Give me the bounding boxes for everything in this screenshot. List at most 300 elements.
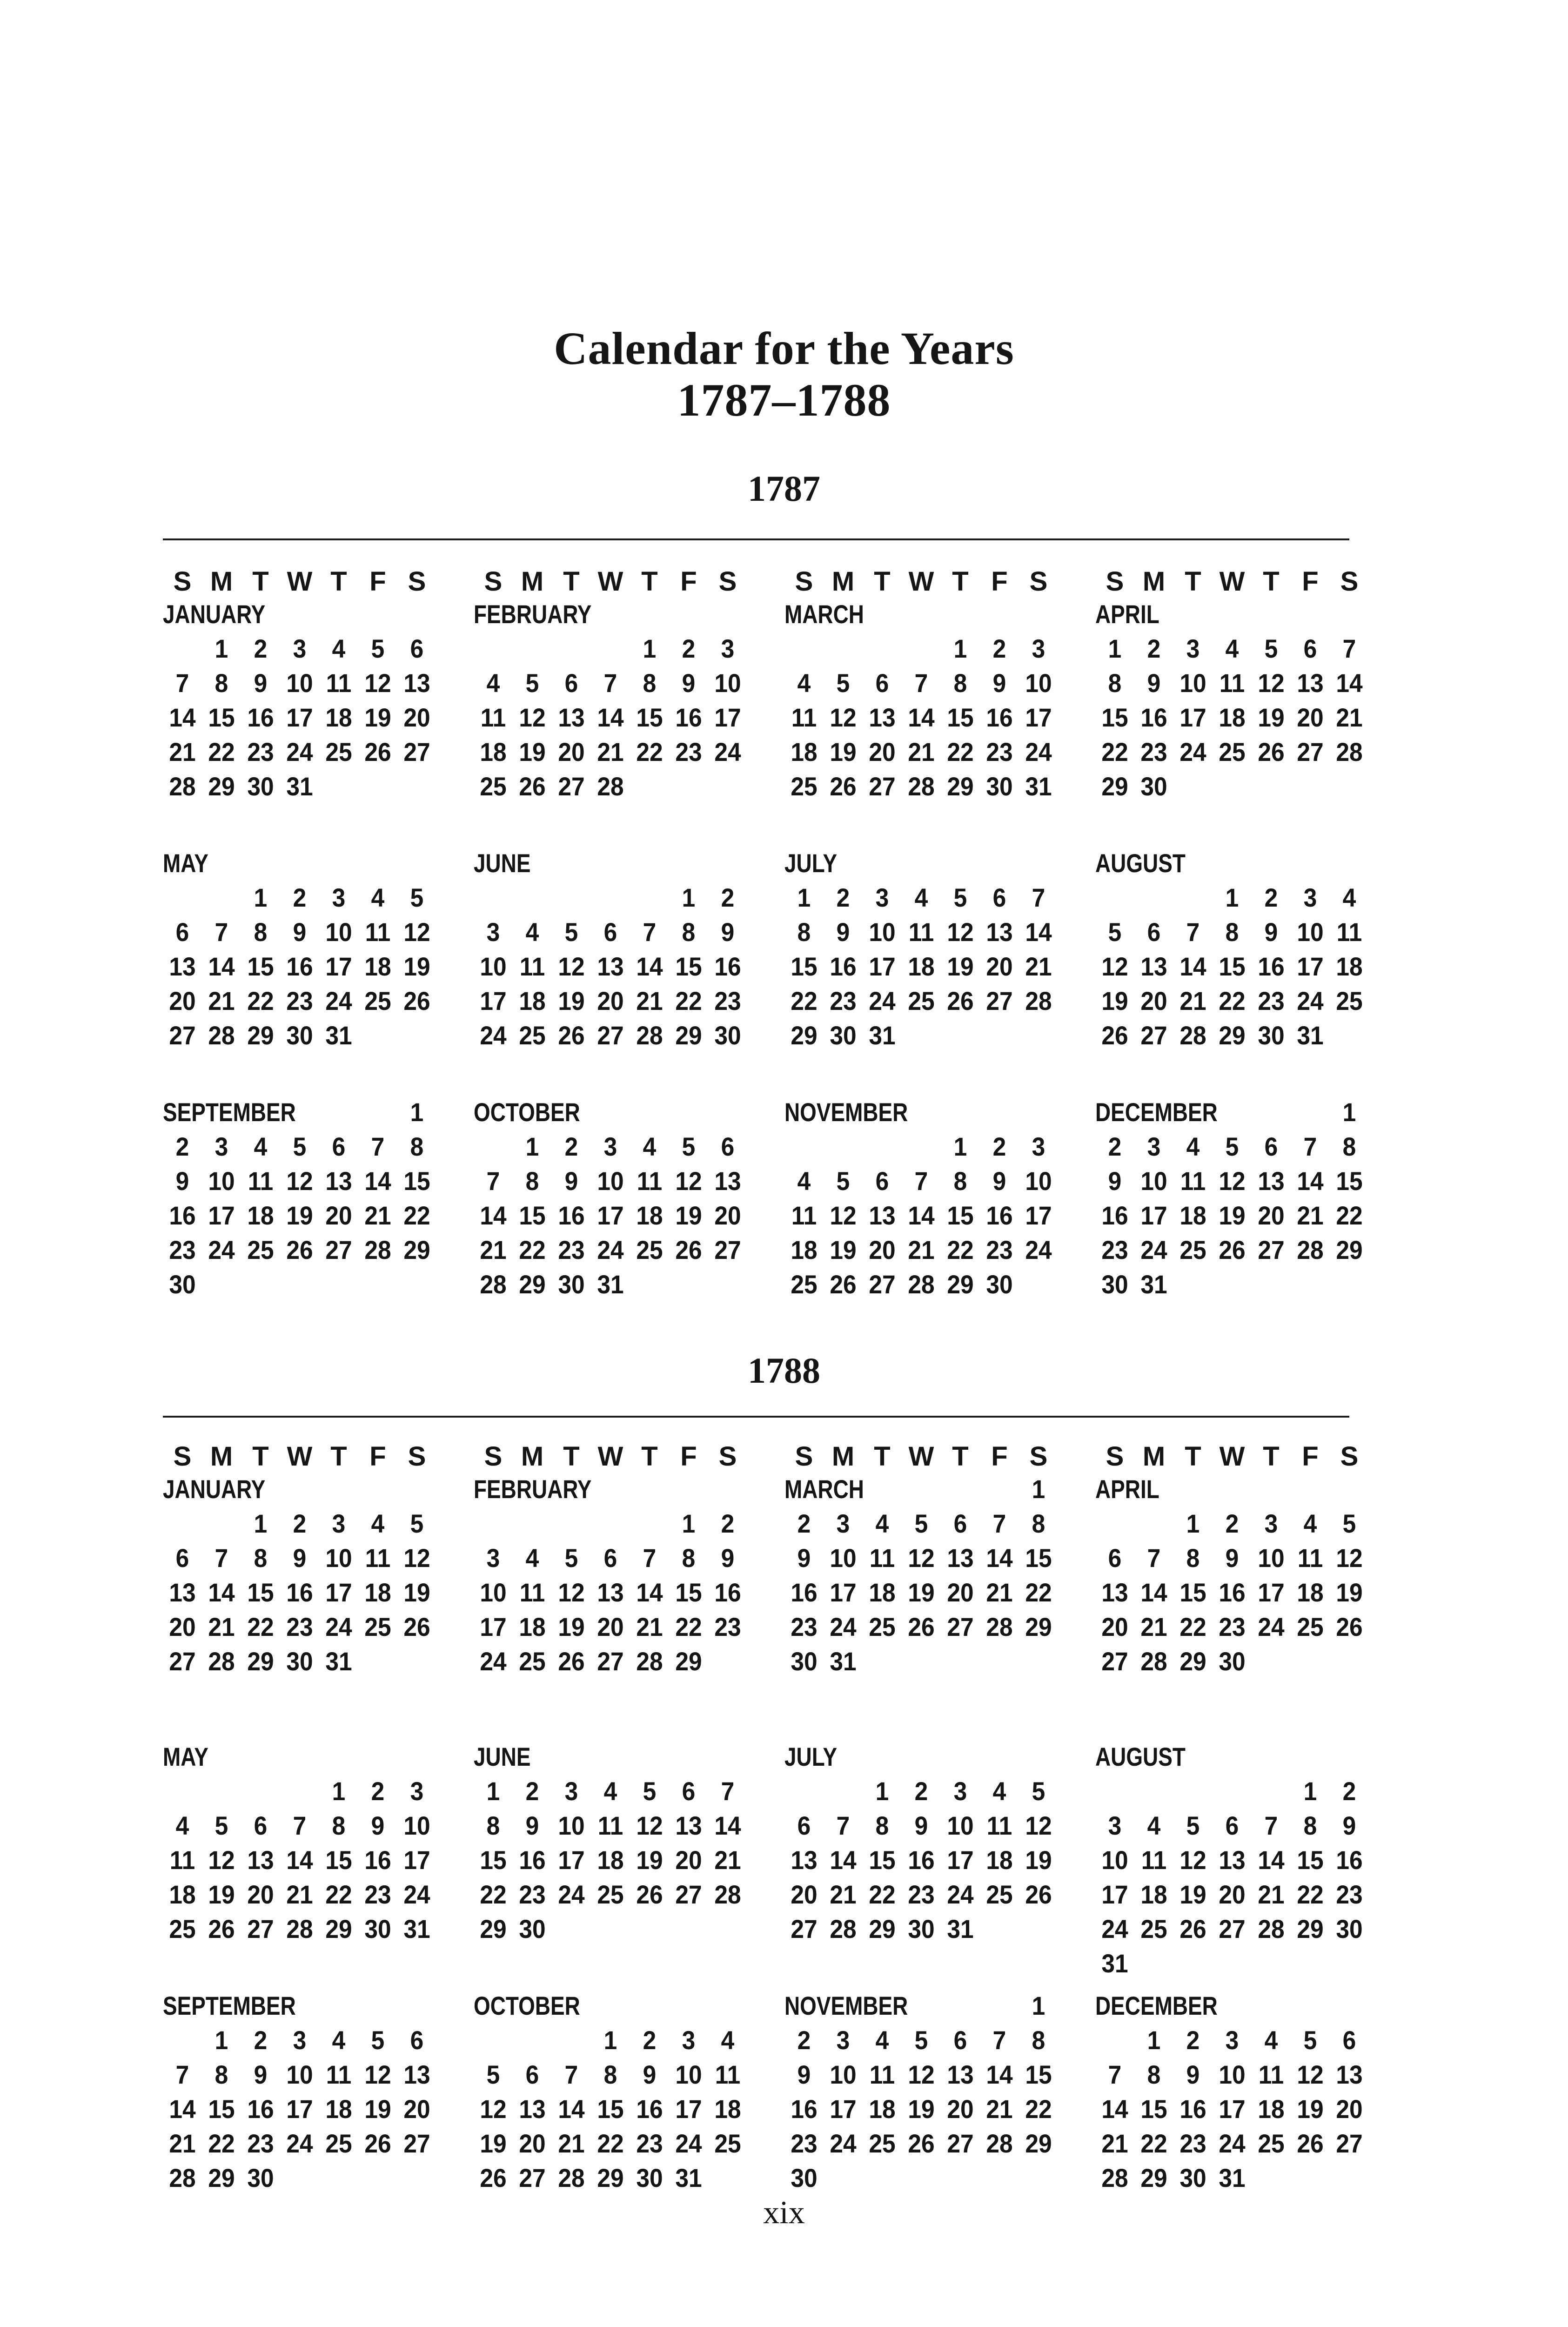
day-number: 7 bbox=[214, 1543, 228, 1573]
day-number: 29 bbox=[675, 1647, 702, 1676]
day-number: 20 bbox=[869, 1235, 896, 1264]
day-number: 11 bbox=[791, 703, 817, 732]
day-number: 31 bbox=[1101, 1949, 1128, 1978]
day-number: 4 bbox=[1264, 2025, 1278, 2055]
day-number: 20 bbox=[247, 1880, 274, 1909]
weekday-label: T bbox=[874, 566, 891, 597]
day-number: 1 bbox=[525, 1132, 539, 1161]
day-number: 10 bbox=[1297, 917, 1324, 947]
month-january-1787 bbox=[163, 598, 436, 839]
day-number: 13 bbox=[597, 1578, 624, 1607]
day-number: 22 bbox=[519, 1235, 546, 1264]
day-number: 26 bbox=[403, 1612, 430, 1641]
day-number: 9 bbox=[293, 917, 307, 947]
day-number: 26 bbox=[830, 1270, 857, 1299]
day-number: 12 bbox=[1297, 2060, 1324, 2089]
day-number: 18 bbox=[247, 1201, 274, 1230]
day-number: 5 bbox=[371, 634, 385, 663]
day-number: 20 bbox=[947, 1578, 974, 1607]
day-number: 11 bbox=[1180, 1166, 1206, 1196]
day-number: 17 bbox=[286, 703, 313, 732]
day-number: 18 bbox=[636, 1201, 663, 1230]
day-number: 14 bbox=[1140, 1578, 1167, 1607]
day-number: 5 bbox=[525, 668, 539, 698]
day-number: 25 bbox=[986, 1880, 1013, 1909]
weekday-label: S bbox=[173, 1441, 192, 1472]
day-number: 3 bbox=[564, 1776, 578, 1806]
day-number: 8 bbox=[1303, 1811, 1317, 1840]
day-number: 12 bbox=[364, 2060, 391, 2089]
day-number: 1 bbox=[953, 1132, 967, 1161]
day-number: 17 bbox=[830, 2094, 857, 2124]
weekday-label: T bbox=[1185, 1441, 1201, 1472]
day-number: 20 bbox=[169, 986, 196, 1016]
day-number: 17 bbox=[1179, 703, 1206, 732]
day-number: 25 bbox=[325, 2129, 352, 2158]
day-number: 24 bbox=[675, 2129, 702, 2158]
day-number: 31 bbox=[675, 2163, 702, 2192]
day-number: 4 bbox=[875, 2025, 889, 2055]
day-number: 22 bbox=[1101, 737, 1128, 767]
day-number: 11 bbox=[519, 1578, 545, 1607]
day-number: 23 bbox=[1219, 1612, 1246, 1641]
day-number: 13 bbox=[714, 1166, 741, 1196]
day-number: 16 bbox=[169, 1201, 196, 1230]
day-number: 12 bbox=[208, 1845, 235, 1875]
day-number: 26 bbox=[519, 772, 546, 801]
day-number: 6 bbox=[682, 1776, 696, 1806]
day-number: 28 bbox=[1025, 986, 1052, 1016]
day-number: 18 bbox=[519, 1612, 546, 1641]
weekday-label: T bbox=[563, 566, 580, 597]
day-number: 3 bbox=[1186, 634, 1200, 663]
day-number: 27 bbox=[558, 772, 585, 801]
day-number: 26 bbox=[558, 1021, 585, 1050]
day-number: 1 bbox=[410, 1097, 424, 1127]
day-number: 23 bbox=[247, 2129, 274, 2158]
weekday-label: F bbox=[680, 566, 697, 597]
day-number: 30 bbox=[1179, 2163, 1206, 2192]
weekday-label: W bbox=[1219, 566, 1245, 597]
day-number: 4 bbox=[603, 1776, 617, 1806]
day-number: 22 bbox=[791, 986, 818, 1016]
day-number: 19 bbox=[1258, 703, 1285, 732]
day-number: 1 bbox=[332, 1776, 346, 1806]
day-number: 16 bbox=[986, 703, 1013, 732]
day-number: 4 bbox=[797, 1166, 811, 1196]
day-number: 29 bbox=[869, 1914, 896, 1944]
day-number: 7 bbox=[1303, 1132, 1317, 1161]
day-number: 31 bbox=[325, 1021, 352, 1050]
day-number: 26 bbox=[947, 986, 974, 1016]
day-number: 21 bbox=[1179, 986, 1206, 1016]
day-number: 27 bbox=[169, 1021, 196, 1050]
day-number: 6 bbox=[603, 917, 617, 947]
day-number: 30 bbox=[1101, 1270, 1128, 1299]
day-number: 3 bbox=[410, 1776, 424, 1806]
day-number: 20 bbox=[403, 2094, 430, 2124]
day-number: 22 bbox=[1219, 986, 1246, 1016]
day-number: 11 bbox=[519, 952, 545, 981]
day-number: 2 bbox=[682, 634, 696, 663]
day-number: 17 bbox=[1258, 1578, 1285, 1607]
day-number: 20 bbox=[597, 986, 624, 1016]
day-number: 28 bbox=[1179, 1021, 1206, 1050]
day-number: 9 bbox=[1108, 1166, 1122, 1196]
day-number: 14 bbox=[208, 952, 235, 981]
day-number: 19 bbox=[403, 952, 430, 981]
day-number: 26 bbox=[1297, 2129, 1324, 2158]
day-number: 14 bbox=[1297, 1166, 1324, 1196]
day-number: 5 bbox=[1225, 1132, 1239, 1161]
day-number: 30 bbox=[1219, 1647, 1246, 1676]
day-number: 24 bbox=[1297, 986, 1324, 1016]
day-number: 30 bbox=[169, 1270, 196, 1299]
day-number: 10 bbox=[208, 1166, 235, 1196]
day-number: 30 bbox=[364, 1914, 391, 1944]
day-number: 23 bbox=[791, 2129, 818, 2158]
day-number: 19 bbox=[947, 952, 974, 981]
day-number: 1 bbox=[643, 634, 657, 663]
day-number: 1 bbox=[682, 1509, 696, 1538]
day-number: 13 bbox=[1140, 952, 1167, 981]
day-number: 5 bbox=[1032, 1776, 1045, 1806]
day-number: 29 bbox=[1101, 772, 1128, 801]
day-number: 31 bbox=[947, 1914, 974, 1944]
day-number: 17 bbox=[1140, 1201, 1167, 1230]
day-number: 14 bbox=[364, 1166, 391, 1196]
day-number: 2 bbox=[836, 883, 850, 912]
day-number: 27 bbox=[791, 1914, 818, 1944]
day-number: 27 bbox=[714, 1235, 741, 1264]
day-number: 15 bbox=[1101, 703, 1128, 732]
day-number: 8 bbox=[214, 668, 228, 698]
day-number: 26 bbox=[830, 772, 857, 801]
day-number: 19 bbox=[1101, 986, 1128, 1016]
day-number: 3 bbox=[721, 634, 735, 663]
day-number: 17 bbox=[1025, 703, 1052, 732]
month-february-1787 bbox=[474, 598, 747, 839]
weekday-header bbox=[1095, 565, 1369, 598]
day-number: 2 bbox=[992, 1132, 1006, 1161]
day-number: 19 bbox=[1179, 1880, 1206, 1909]
day-number: 27 bbox=[403, 2129, 430, 2158]
day-number: 19 bbox=[636, 1845, 663, 1875]
day-number: 23 bbox=[519, 1880, 546, 1909]
day-number: 4 bbox=[332, 2025, 346, 2055]
day-number: 2 bbox=[1147, 634, 1161, 663]
day-number: 13 bbox=[791, 1845, 818, 1875]
day-number: 26 bbox=[286, 1235, 313, 1264]
day-number: 2 bbox=[293, 1509, 307, 1538]
day-number: 19 bbox=[364, 2094, 391, 2124]
weekday-label: F bbox=[1302, 1441, 1319, 1472]
day-number: 17 bbox=[325, 952, 352, 981]
divider-rule bbox=[163, 538, 1349, 540]
day-number: 4 bbox=[525, 917, 539, 947]
day-number: 1 bbox=[603, 2025, 617, 2055]
day-number: 2 bbox=[797, 2025, 811, 2055]
day-number: 9 bbox=[914, 1811, 928, 1840]
day-number: 4 bbox=[371, 883, 385, 912]
day-number: 27 bbox=[869, 772, 896, 801]
day-number: 15 bbox=[325, 1845, 352, 1875]
day-number: 28 bbox=[1336, 737, 1363, 767]
day-number: 2 bbox=[1225, 1509, 1239, 1538]
day-number: 7 bbox=[293, 1811, 307, 1840]
day-number: 24 bbox=[1219, 2129, 1246, 2158]
day-number: 27 bbox=[1140, 1021, 1167, 1050]
day-number: 10 bbox=[286, 2060, 313, 2089]
day-number: 16 bbox=[986, 1201, 1013, 1230]
day-number: 19 bbox=[208, 1880, 235, 1909]
day-number: 18 bbox=[791, 737, 818, 767]
weekday-label: T bbox=[1263, 566, 1280, 597]
weekday-label: T bbox=[952, 566, 969, 597]
month-name: DECEMBER bbox=[1095, 1991, 1218, 2020]
day-number: 16 bbox=[286, 1578, 313, 1607]
day-number: 8 bbox=[1342, 1132, 1356, 1161]
weekday-header bbox=[1095, 1440, 1369, 1473]
day-number: 2 bbox=[992, 634, 1006, 663]
day-number: 22 bbox=[675, 986, 702, 1016]
day-number: 16 bbox=[714, 1578, 741, 1607]
day-number: 10 bbox=[675, 2060, 702, 2089]
day-number: 20 bbox=[1219, 1880, 1246, 1909]
day-number: 6 bbox=[254, 1811, 268, 1840]
day-number: 29 bbox=[247, 1647, 274, 1676]
day-number: 10 bbox=[480, 1578, 507, 1607]
month-name: DECEMBER bbox=[1095, 1097, 1218, 1127]
day-number: 14 bbox=[1025, 917, 1052, 947]
day-number: 27 bbox=[247, 1914, 274, 1944]
day-number: 14 bbox=[986, 1543, 1013, 1573]
day-number: 31 bbox=[597, 1270, 624, 1299]
day-number: 5 bbox=[1264, 634, 1278, 663]
day-number: 8 bbox=[332, 1811, 346, 1840]
day-number: 30 bbox=[519, 1914, 546, 1944]
day-number: 25 bbox=[636, 1235, 663, 1264]
day-number: 14 bbox=[1179, 952, 1206, 981]
day-number: 5 bbox=[564, 1543, 578, 1573]
month-june-1787 bbox=[474, 847, 747, 1088]
day-number: 25 bbox=[1258, 2129, 1285, 2158]
day-number: 5 bbox=[486, 2060, 500, 2089]
day-number: 17 bbox=[1297, 952, 1324, 981]
day-number: 1 bbox=[1032, 1474, 1045, 1504]
day-number: 20 bbox=[1336, 2094, 1363, 2124]
day-number: 24 bbox=[403, 1880, 430, 1909]
day-number: 29 bbox=[1179, 1647, 1206, 1676]
day-number: 25 bbox=[791, 1270, 818, 1299]
day-number: 6 bbox=[992, 883, 1006, 912]
day-number: 18 bbox=[325, 2094, 352, 2124]
day-number: 12 bbox=[908, 2060, 935, 2089]
day-number: 12 bbox=[636, 1811, 663, 1840]
day-number: 27 bbox=[947, 2129, 974, 2158]
day-number: 29 bbox=[1025, 1612, 1052, 1641]
day-number: 26 bbox=[1179, 1914, 1206, 1944]
day-number: 28 bbox=[636, 1647, 663, 1676]
day-number: 28 bbox=[208, 1021, 235, 1050]
day-number: 29 bbox=[247, 1021, 274, 1050]
day-number: 31 bbox=[1025, 772, 1052, 801]
day-number: 8 bbox=[1108, 668, 1122, 698]
day-number: 24 bbox=[480, 1647, 507, 1676]
day-number: 30 bbox=[286, 1021, 313, 1050]
day-number: 23 bbox=[908, 1880, 935, 1909]
day-number: 11 bbox=[791, 1201, 817, 1230]
day-number: 26 bbox=[1336, 1612, 1363, 1641]
day-number: 28 bbox=[1140, 1647, 1167, 1676]
day-number: 11 bbox=[248, 1166, 274, 1196]
month-september-1787 bbox=[163, 1096, 436, 1337]
day-number: 23 bbox=[286, 986, 313, 1016]
day-number: 17 bbox=[675, 2094, 702, 2124]
day-number: 26 bbox=[403, 986, 430, 1016]
weekday-label: T bbox=[330, 1441, 347, 1472]
day-number: 3 bbox=[332, 1509, 346, 1538]
month-name: SEPTEMBER bbox=[163, 1097, 296, 1127]
day-number: 29 bbox=[947, 1270, 974, 1299]
day-number: 16 bbox=[675, 703, 702, 732]
weekday-label: M bbox=[1142, 1441, 1166, 1472]
month-march-1788 bbox=[784, 1473, 1058, 1714]
day-number: 29 bbox=[403, 1235, 430, 1264]
day-number: 5 bbox=[214, 1811, 228, 1840]
day-number: 5 bbox=[836, 668, 850, 698]
day-number: 8 bbox=[875, 1811, 889, 1840]
day-number: 19 bbox=[830, 1235, 857, 1264]
day-number: 16 bbox=[247, 703, 274, 732]
month-name: JUNE bbox=[474, 1742, 531, 1771]
weekday-label: W bbox=[597, 566, 623, 597]
day-number: 23 bbox=[169, 1235, 196, 1264]
weekday-label: T bbox=[874, 1441, 891, 1472]
day-number: 10 bbox=[1025, 1166, 1052, 1196]
day-number: 3 bbox=[836, 2025, 850, 2055]
day-number: 23 bbox=[1179, 2129, 1206, 2158]
day-number: 19 bbox=[558, 986, 585, 1016]
day-number: 15 bbox=[403, 1166, 430, 1196]
day-number: 24 bbox=[325, 986, 352, 1016]
day-number: 24 bbox=[208, 1235, 235, 1264]
day-number: 23 bbox=[364, 1880, 391, 1909]
day-number: 6 bbox=[797, 1811, 811, 1840]
day-number: 26 bbox=[908, 2129, 935, 2158]
day-number: 5 bbox=[371, 2025, 385, 2055]
day-number: 3 bbox=[836, 1509, 850, 1538]
month-february-1788 bbox=[474, 1473, 747, 1714]
day-number: 7 bbox=[992, 2025, 1006, 2055]
day-number: 12 bbox=[558, 1578, 585, 1607]
day-number: 2 bbox=[293, 883, 307, 912]
day-number: 25 bbox=[714, 2129, 741, 2158]
month-name: MAY bbox=[163, 1742, 208, 1771]
day-number: 16 bbox=[247, 2094, 274, 2124]
day-number: 24 bbox=[286, 737, 313, 767]
day-number: 23 bbox=[558, 1235, 585, 1264]
day-number: 24 bbox=[325, 1612, 352, 1641]
day-number: 7 bbox=[914, 668, 928, 698]
day-number: 18 bbox=[364, 1578, 391, 1607]
day-number: 3 bbox=[1303, 883, 1317, 912]
day-number: 16 bbox=[1179, 2094, 1206, 2124]
month-december-1787 bbox=[1095, 1096, 1369, 1337]
day-number: 11 bbox=[326, 668, 352, 698]
day-number: 2 bbox=[371, 1776, 385, 1806]
day-number: 13 bbox=[1258, 1166, 1285, 1196]
day-number: 11 bbox=[1258, 2060, 1284, 2089]
day-number: 16 bbox=[286, 952, 313, 981]
month-may-1788 bbox=[163, 1741, 436, 1982]
weekday-label: M bbox=[1142, 566, 1166, 597]
month-august-1788 bbox=[1095, 1741, 1369, 1982]
day-number: 21 bbox=[986, 2094, 1013, 2124]
day-number: 17 bbox=[325, 1578, 352, 1607]
day-number: 4 bbox=[992, 1776, 1006, 1806]
day-number: 6 bbox=[175, 917, 189, 947]
page-subtitle-years: 1787–1788 bbox=[677, 374, 891, 426]
day-number: 16 bbox=[791, 1578, 818, 1607]
month-name: NOVEMBER bbox=[784, 1097, 908, 1127]
day-number: 15 bbox=[947, 703, 974, 732]
day-number: 13 bbox=[675, 1811, 702, 1840]
day-number: 25 bbox=[519, 1647, 546, 1676]
day-number: 11 bbox=[326, 2060, 352, 2089]
day-number: 2 bbox=[175, 1132, 189, 1161]
month-name: NOVEMBER bbox=[784, 1991, 908, 2020]
day-number: 28 bbox=[986, 1612, 1013, 1641]
day-number: 22 bbox=[1179, 1612, 1206, 1641]
month-name: JANUARY bbox=[163, 1474, 266, 1504]
day-number: 8 bbox=[486, 1811, 500, 1840]
day-number: 30 bbox=[830, 1021, 857, 1050]
day-number: 3 bbox=[214, 1132, 228, 1161]
day-number: 23 bbox=[247, 737, 274, 767]
day-number: 21 bbox=[908, 737, 935, 767]
day-number: 9 bbox=[797, 2060, 811, 2089]
day-number: 18 bbox=[869, 1578, 896, 1607]
day-number: 28 bbox=[364, 1235, 391, 1264]
day-number: 16 bbox=[636, 2094, 663, 2124]
day-number: 10 bbox=[830, 1543, 857, 1573]
day-number: 13 bbox=[1219, 1845, 1246, 1875]
day-number: 12 bbox=[403, 1543, 430, 1573]
day-number: 2 bbox=[643, 2025, 657, 2055]
day-number: 15 bbox=[791, 952, 818, 981]
day-number: 20 bbox=[675, 1845, 702, 1875]
day-number: 26 bbox=[208, 1914, 235, 1944]
day-number: 19 bbox=[403, 1578, 430, 1607]
day-number: 23 bbox=[286, 1612, 313, 1641]
day-number: 6 bbox=[953, 2025, 967, 2055]
day-number: 5 bbox=[1342, 1509, 1356, 1538]
weekday-header bbox=[163, 565, 436, 598]
day-number: 30 bbox=[791, 2163, 818, 2192]
day-number: 22 bbox=[1336, 1201, 1363, 1230]
weekday-label: T bbox=[1185, 566, 1201, 597]
day-number: 16 bbox=[364, 1845, 391, 1875]
month-march-1787 bbox=[784, 598, 1058, 839]
day-number: 22 bbox=[597, 2129, 624, 2158]
day-number: 18 bbox=[1219, 703, 1246, 732]
day-number: 17 bbox=[286, 2094, 313, 2124]
day-number: 7 bbox=[175, 668, 189, 698]
weekday-label: W bbox=[908, 566, 934, 597]
day-number: 7 bbox=[1147, 1543, 1161, 1573]
day-number: 21 bbox=[1258, 1880, 1285, 1909]
